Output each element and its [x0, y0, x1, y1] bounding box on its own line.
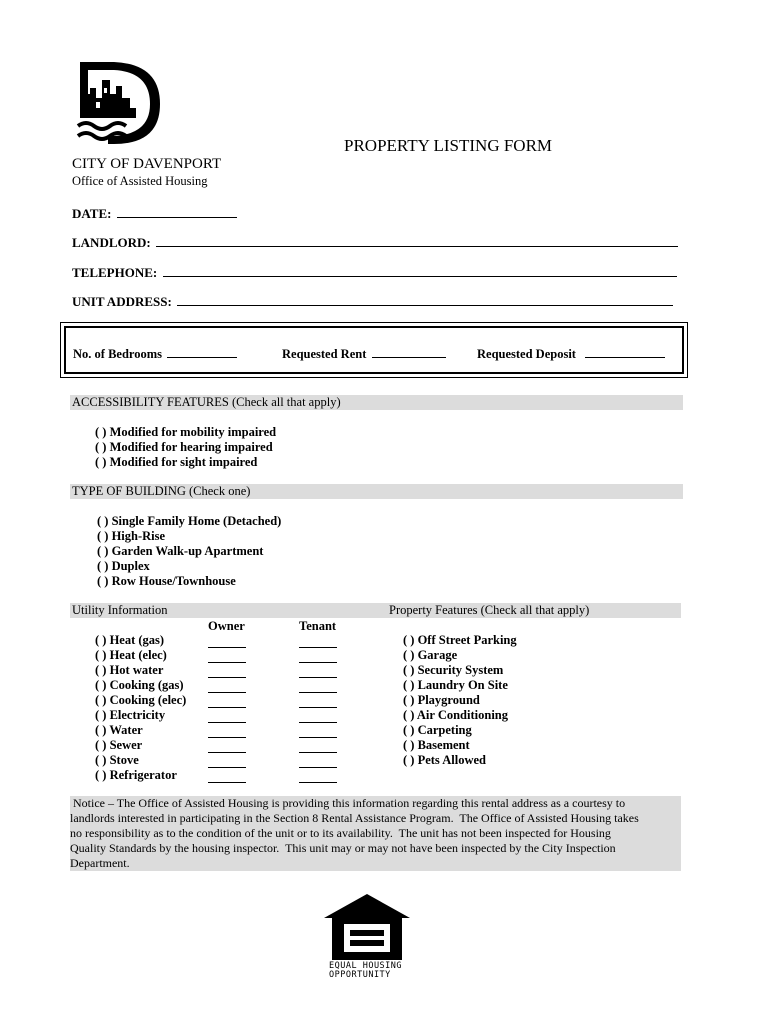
unit-address-input-line[interactable]	[177, 293, 673, 306]
utility-item[interactable]: ( ) Electricity	[95, 708, 166, 722]
city-name: CITY OF DAVENPORT	[72, 156, 222, 172]
feature-item[interactable]: ( ) Laundry On Site	[403, 678, 508, 692]
landlord-field	[72, 234, 678, 251]
owner-blank[interactable]	[208, 753, 246, 768]
deposit-input-line[interactable]	[585, 345, 665, 358]
checkbox-item[interactable]: ( ) Modified for sight impaired	[95, 455, 258, 469]
feature-item[interactable]: ( ) Garage	[403, 648, 458, 662]
tenant-blank[interactable]	[299, 723, 337, 738]
checkbox-item[interactable]: ( ) Duplex	[97, 559, 150, 573]
owner-blank[interactable]	[208, 663, 246, 678]
equal-housing-line1: EQUAL HOUSING	[329, 961, 403, 971]
owner-column-header: Owner	[208, 619, 245, 633]
office-name: Office of Assisted Housing	[72, 174, 208, 188]
owner-blank[interactable]	[208, 723, 246, 738]
landlord-input-line[interactable]	[156, 234, 678, 247]
landlord-label: LANDLORD:	[72, 235, 151, 250]
telephone-input-line[interactable]	[163, 264, 677, 277]
tenant-blank[interactable]	[299, 663, 337, 678]
tenant-blank[interactable]	[299, 708, 337, 723]
owner-blank[interactable]	[208, 648, 246, 663]
telephone-field	[72, 264, 677, 281]
property-features-list	[403, 633, 517, 768]
telephone-label: TELEPHONE:	[72, 265, 158, 280]
owner-blank[interactable]	[208, 633, 246, 648]
rent-label: Requested Rent	[282, 347, 367, 361]
checkbox-item[interactable]: ( ) Modified for hearing impaired	[95, 440, 273, 454]
equal-housing-line2: OPPORTUNITY	[329, 970, 391, 980]
building-heading	[70, 484, 683, 499]
building-heading-text: TYPE OF BUILDING (Check one)	[72, 484, 251, 498]
checkbox-item[interactable]: ( ) Single Family Home (Detached)	[97, 514, 282, 528]
date-label: DATE:	[72, 206, 112, 221]
feature-item[interactable]: ( ) Security System	[403, 663, 504, 677]
checkbox-item[interactable]: ( ) Row House/Townhouse	[97, 574, 236, 588]
utility-item[interactable]: ( ) Sewer	[95, 738, 143, 752]
owner-blank[interactable]	[208, 738, 246, 753]
equal-housing-house-icon	[322, 892, 412, 962]
rent-input-line[interactable]	[372, 345, 446, 358]
notice-box	[70, 796, 681, 871]
tenant-blank[interactable]	[299, 753, 337, 768]
owner-blank[interactable]	[208, 708, 246, 723]
utility-item[interactable]: ( ) Water	[95, 723, 143, 737]
utility-item[interactable]: ( ) Hot water	[95, 663, 164, 677]
deposit-field	[477, 345, 665, 362]
form-title: PROPERTY LISTING FORM	[344, 136, 553, 155]
date-input-line[interactable]	[117, 205, 237, 218]
notice-line: Notice – The Office of Assisted Housing is providing this information regarding this rental address as a courtesy to	[70, 796, 626, 810]
feature-item[interactable]: ( ) Carpeting	[403, 723, 472, 737]
tenant-blank[interactable]	[299, 678, 337, 693]
feature-item[interactable]: ( ) Air Conditioning	[403, 708, 508, 722]
city-logo-icon	[74, 58, 164, 150]
accessibility-heading	[70, 395, 683, 410]
feature-item[interactable]: ( ) Pets Allowed	[403, 753, 486, 767]
utility-heading: Utility Information	[72, 603, 168, 617]
date-field	[72, 205, 237, 222]
notice-line: no responsibility as to the condition of the unit or to its availability. The unit has not been inspected for Housing	[70, 826, 611, 840]
equal-housing-text	[329, 962, 409, 980]
notice-line: Quality Standards by the housing inspector. This unit may or may not have been inspected by the City Inspection	[70, 841, 616, 855]
utility-item[interactable]: ( ) Cooking (elec)	[95, 693, 187, 707]
building-list	[97, 514, 281, 589]
utility-item[interactable]: ( ) Stove	[95, 753, 139, 767]
checkbox-item[interactable]: ( ) Garden Walk-up Apartment	[97, 544, 264, 558]
owner-blank[interactable]	[208, 678, 246, 693]
unit-address-label: UNIT ADDRESS:	[72, 294, 172, 309]
utility-item[interactable]: ( ) Heat (elec)	[95, 648, 167, 662]
checkbox-item[interactable]: ( ) High-Rise	[97, 529, 166, 543]
notice-line: landlords interested in participating in the Section 8 Rental Assistance Program. The Office of Assisted Housing takes	[70, 811, 639, 825]
bedrooms-field	[73, 345, 237, 362]
rent-field	[282, 345, 446, 362]
tenant-lines	[299, 633, 337, 783]
utility-item[interactable]: ( ) Heat (gas)	[95, 633, 165, 647]
feature-item[interactable]: ( ) Playground	[403, 693, 480, 707]
utility-item[interactable]: ( ) Cooking (gas)	[95, 678, 184, 692]
owner-lines	[208, 633, 246, 783]
tenant-blank[interactable]	[299, 693, 337, 708]
tenant-blank[interactable]	[299, 768, 337, 783]
checkbox-item[interactable]: ( ) Modified for mobility impaired	[95, 425, 277, 439]
accessibility-heading-text: ACCESSIBILITY FEATURES (Check all that apply)	[72, 395, 341, 409]
bedrooms-label: No. of Bedrooms	[73, 347, 163, 361]
notice-line: Department.	[70, 856, 130, 870]
feature-item[interactable]: ( ) Off Street Parking	[403, 633, 517, 647]
unit-address-field	[72, 293, 673, 310]
feature-item[interactable]: ( ) Basement	[403, 738, 470, 752]
property-features-heading: Property Features (Check all that apply)	[389, 603, 590, 617]
tenant-blank[interactable]	[299, 648, 337, 663]
deposit-label: Requested Deposit	[477, 347, 576, 361]
bedrooms-input-line[interactable]	[167, 345, 237, 358]
accessibility-list	[95, 425, 276, 470]
tenant-column-header: Tenant	[299, 619, 337, 633]
owner-blank[interactable]	[208, 693, 246, 708]
tenant-blank[interactable]	[299, 738, 337, 753]
tenant-blank[interactable]	[299, 633, 337, 648]
utility-list	[95, 633, 186, 783]
utility-item[interactable]: ( ) Refrigerator	[95, 768, 177, 782]
owner-blank[interactable]	[208, 768, 246, 783]
